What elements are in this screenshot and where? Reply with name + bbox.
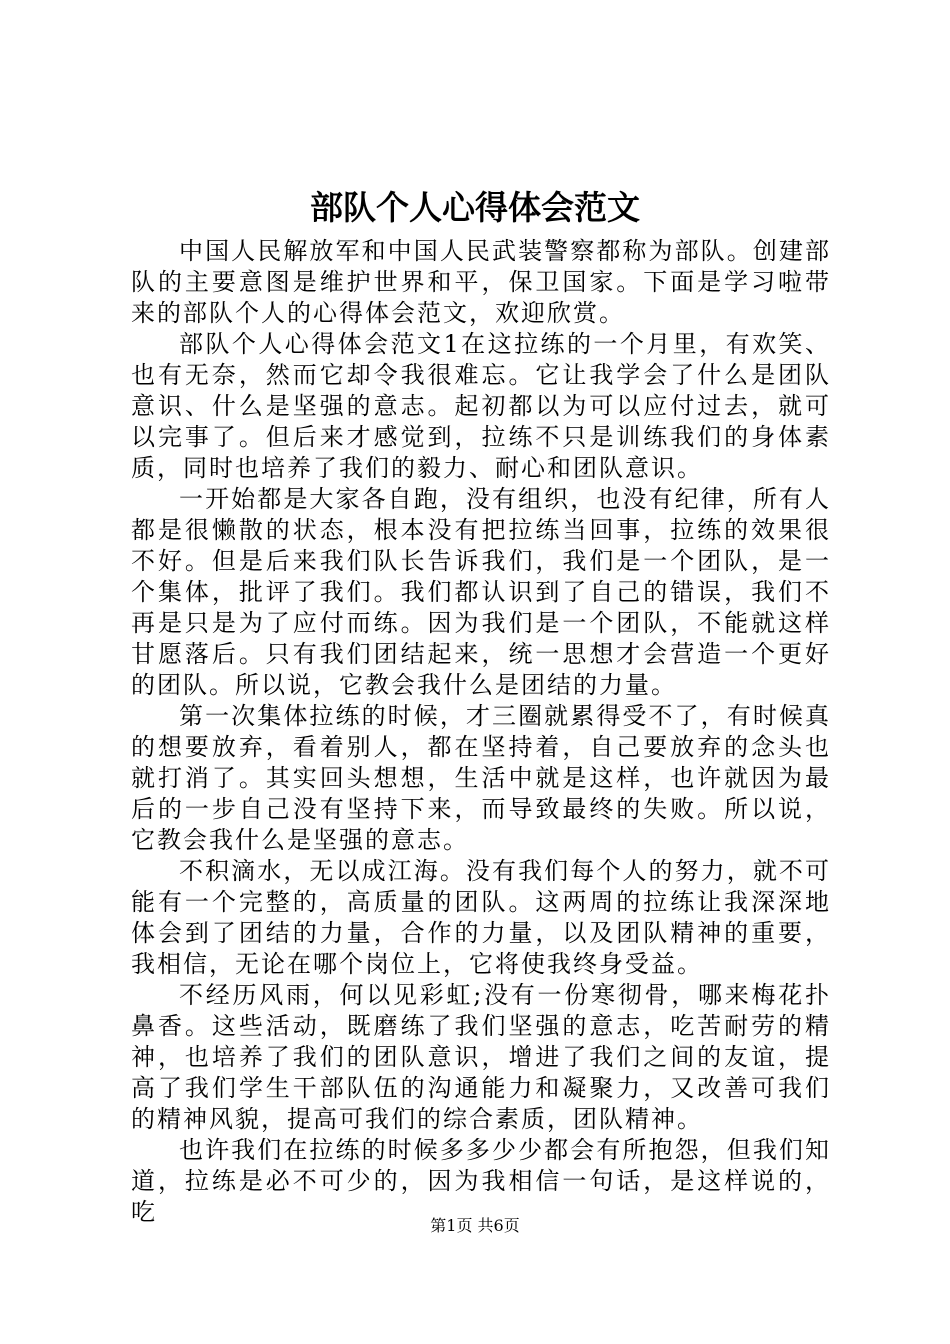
document-title: 部队个人心得体会范文 (310, 188, 640, 227)
paragraph: 第一次集体拉练的时候，才三圈就累得受不了，有时候真的想要放弃，看着别人，都在坚持着，自己要放弃的念头也就打消了。其实回头想想，生活中就是这样，也许就因为最后的一步自己没有坚持下来，而导致最终的失败。所以说，它教会我什么是坚强的意志。 (131, 702, 831, 854)
paragraph: 部队个人心得体会范文1在这拉练的一个月里，有欢笑、也有无奈，然而它却令我很难忘。它让我学会了什么是团队意识、什么是坚强的意志。起初都以为可以应付过去，就可以完事了。但后来才感觉到，拉练不只是训练我们的身体素质，同时也培养了我们的毅力、耐心和团队意识。 (131, 330, 831, 482)
paragraph: 不积滴水，无以成江海。没有我们每个人的努力，就不可能有一个完整的，高质量的团队。这两周的拉练让我深深地体会到了团结的力量，合作的力量，以及团队精神的重要，我相信，无论在哪个岗位上，它将使我终身受益。 (131, 857, 831, 978)
paragraph: 也许我们在拉练的时候多多少少都会有所抱怨，但我们知道，拉练是必不可少的，因为我相信一句话，是这样说的，吃 (131, 1136, 831, 1226)
paragraph: 一开始都是大家各自跑，没有组织，也没有纪律，所有人都是很懒散的状态，根本没有把拉练当回事，拉练的效果很不好。但是后来我们队长告诉我们，我们是一个团队，是一个集体，批评了我们。我们都认识到了自己的错误，我们不再是只是为了应付而练。因为我们是一个团队，不能就这样甘愿落后。只有我们团结起来，统一思想才会营造一个更好的团队。所以说，它教会我什么是团结的力量。 (131, 485, 831, 699)
paragraph: 中国人民解放军和中国人民武装警察都称为部队。创建部队的主要意图是维护世界和平，保卫国家。下面是学习啦带来的部队个人的心得体会范文，欢迎欣赏。 (131, 237, 831, 327)
page-number-footer: 第1页 共6页 (430, 1216, 520, 1235)
document-body (131, 236, 831, 1228)
paragraph: 不经历风雨，何以见彩虹;没有一份寒彻骨，哪来梅花扑鼻香。这些活动，既磨练了我们坚强的意志，吃苦耐劳的精神，也培养了我们的团队意识，增进了我们之间的友谊，提高了我们学生干部队伍的沟通能力和凝聚力，又改善可我们的精神风貌，提高可我们的综合素质，团队精神。 (131, 981, 831, 1133)
